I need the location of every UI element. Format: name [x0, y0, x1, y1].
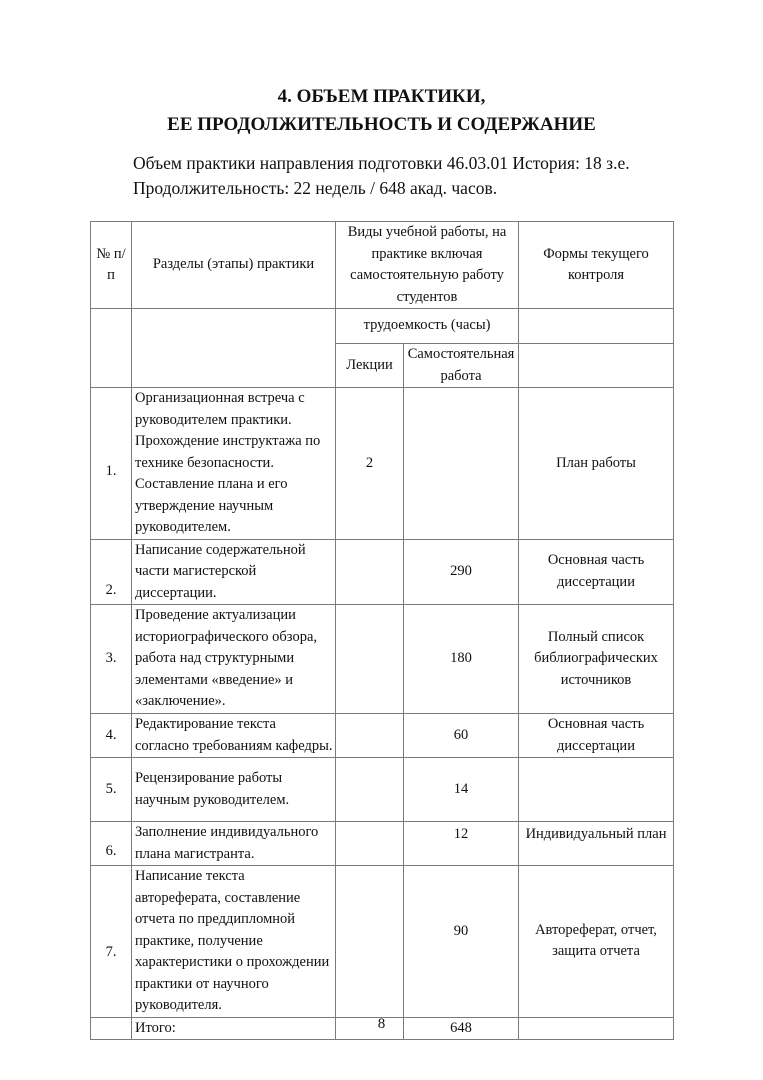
row-control: Основная часть диссертации [519, 714, 674, 758]
row-num: 1. [91, 388, 132, 540]
row-num: 6. [91, 822, 132, 866]
table-row [91, 605, 674, 714]
row-section: Написание содержательной части магистерской диссертации. [132, 539, 336, 605]
row-section: Написание текста автореферата, составление отчета по преддипломной практике, получение характеристики о прохождении практики от научного руководителя. [132, 866, 336, 1018]
header-num: № п/п [91, 222, 132, 309]
row-lectures [336, 714, 404, 758]
row-section: Организационная встреча с руководителем практики. Прохождение инструктажа по технике безопасности. Составление плана и его утверждение научным руководителем. [132, 388, 336, 540]
section-heading-line-1: 4. ОБЪЕМ ПРАКТИКИ, [277, 86, 486, 107]
table-row [91, 388, 674, 540]
row-num: 5. [91, 758, 132, 822]
row-control: Индивидуальный план [519, 822, 674, 866]
row-num: 2. [91, 539, 132, 605]
row-self-work: 90 [404, 866, 519, 1018]
header-control-forms: Формы текущего контроля [519, 222, 674, 309]
header-labor-hours: трудоемкость (часы) [336, 309, 519, 344]
row-section: Заполнение индивидуального плана магистранта. [132, 822, 336, 866]
row-section: Редактирование текста согласно требованиям кафедры. [132, 714, 336, 758]
subheader-empty-num [91, 309, 132, 388]
row-control [519, 758, 674, 822]
row-lectures [336, 605, 404, 714]
subheader-empty-control [519, 309, 674, 344]
table-subheader-row [91, 309, 674, 344]
header-self-work: Самостоятельная работа [404, 344, 519, 388]
row-num: 7. [91, 866, 132, 1018]
row-control: Основная часть диссертации [519, 539, 674, 605]
table-row [91, 539, 674, 605]
row-lectures [336, 539, 404, 605]
table-row [91, 714, 674, 758]
table-header-row [91, 222, 674, 309]
row-section: Проведение актуализации историографического обзора, работа над структурными элементами «введение» и «заключение». [132, 605, 336, 714]
row-control: Автореферат, отчет, защита отчета [519, 866, 674, 1018]
row-self-work: 60 [404, 714, 519, 758]
row-self-work: 12 [404, 822, 519, 866]
row-num: 4. [91, 714, 132, 758]
row-lectures [336, 758, 404, 822]
practice-content-table [90, 221, 674, 1040]
row-control: Полный список библиографических источников [519, 605, 674, 714]
row-self-work: 180 [404, 605, 519, 714]
section-heading-line-2: ЕЕ ПРОДОЛЖИТЕЛЬНОСТЬ И СОДЕРЖАНИЕ [167, 114, 596, 135]
row-self-work: 290 [404, 539, 519, 605]
row-control: План работы [519, 388, 674, 540]
header-work-types: Виды учебной работы, на практике включая самостоятельную работу студентов [336, 222, 519, 309]
total-self-work: 648 [404, 1017, 519, 1040]
subheader-empty-control-2 [519, 344, 674, 388]
row-self-work [404, 388, 519, 540]
row-lectures [336, 822, 404, 866]
table-row [91, 822, 674, 866]
total-label: Итого: [132, 1017, 336, 1040]
practice-volume-text: Объем практики направления подготовки 46.03.01 История: 18 з.е. [133, 153, 630, 173]
row-lectures: 2 [336, 388, 404, 540]
subheader-empty-sections [132, 309, 336, 388]
row-num: 3. [91, 605, 132, 714]
table-row [91, 866, 674, 1018]
header-lectures: Лекции [336, 344, 404, 388]
practice-duration-text: Продолжительность: 22 недель / 648 акад. часов. [133, 178, 498, 198]
header-sections: Разделы (этапы) практики [132, 222, 336, 309]
row-section: Рецензирование работы научным руководителем. [132, 758, 336, 822]
table-row [91, 758, 674, 822]
row-lectures [336, 866, 404, 1018]
page-number: 8 [377, 1016, 386, 1032]
row-self-work: 14 [404, 758, 519, 822]
